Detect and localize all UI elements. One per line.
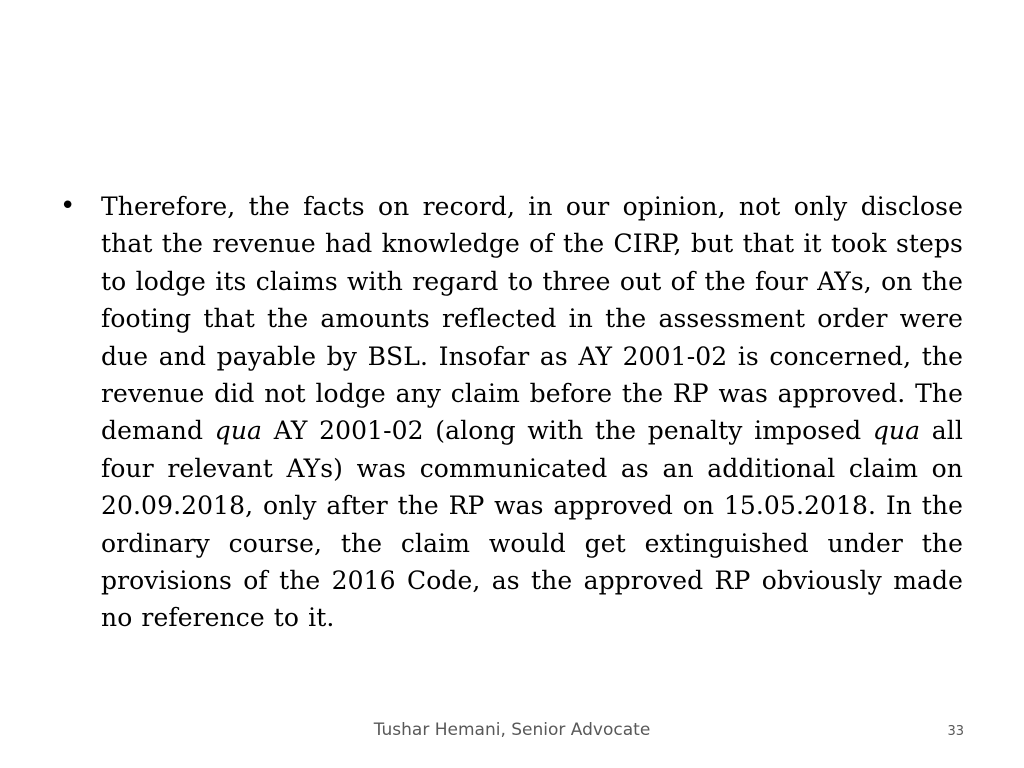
footer-author: Tushar Hemani, Senior Advocate [373, 720, 651, 740]
bullet-item [60, 188, 963, 637]
paragraph-text-2: AY 2001-02 (along with the penalty imposed [262, 416, 873, 446]
paragraph-italic-2: qua [872, 416, 921, 446]
paragraph-text-1: Therefore, the facts on record, in our opinion, not only disclose that the revenue had knowledge of the CIRP, but that it took steps to lodge its claims with regard to three out of the four AYs, on the footing that the amounts reflected in the assessment order were due and payable by BSL. Insofar as AY 2001-02 is concerned, the revenue did not lodge any claim before the RP was approved. The demand [101, 192, 963, 446]
paragraph-italic-1: qua [214, 416, 263, 446]
bullet-paragraph [101, 188, 963, 637]
bullet-icon: • [60, 191, 76, 221]
page-number: 33 [947, 724, 964, 739]
paragraph-text-3: all four relevant AYs) was communicated as an additional claim on 20.09.2018, only after the RP was approved on 15.05.2018. In the ordinary course, the claim would get extinguished under the provisions of the 2016 Code, as the approved RP obviously made no reference to it. [101, 416, 963, 633]
